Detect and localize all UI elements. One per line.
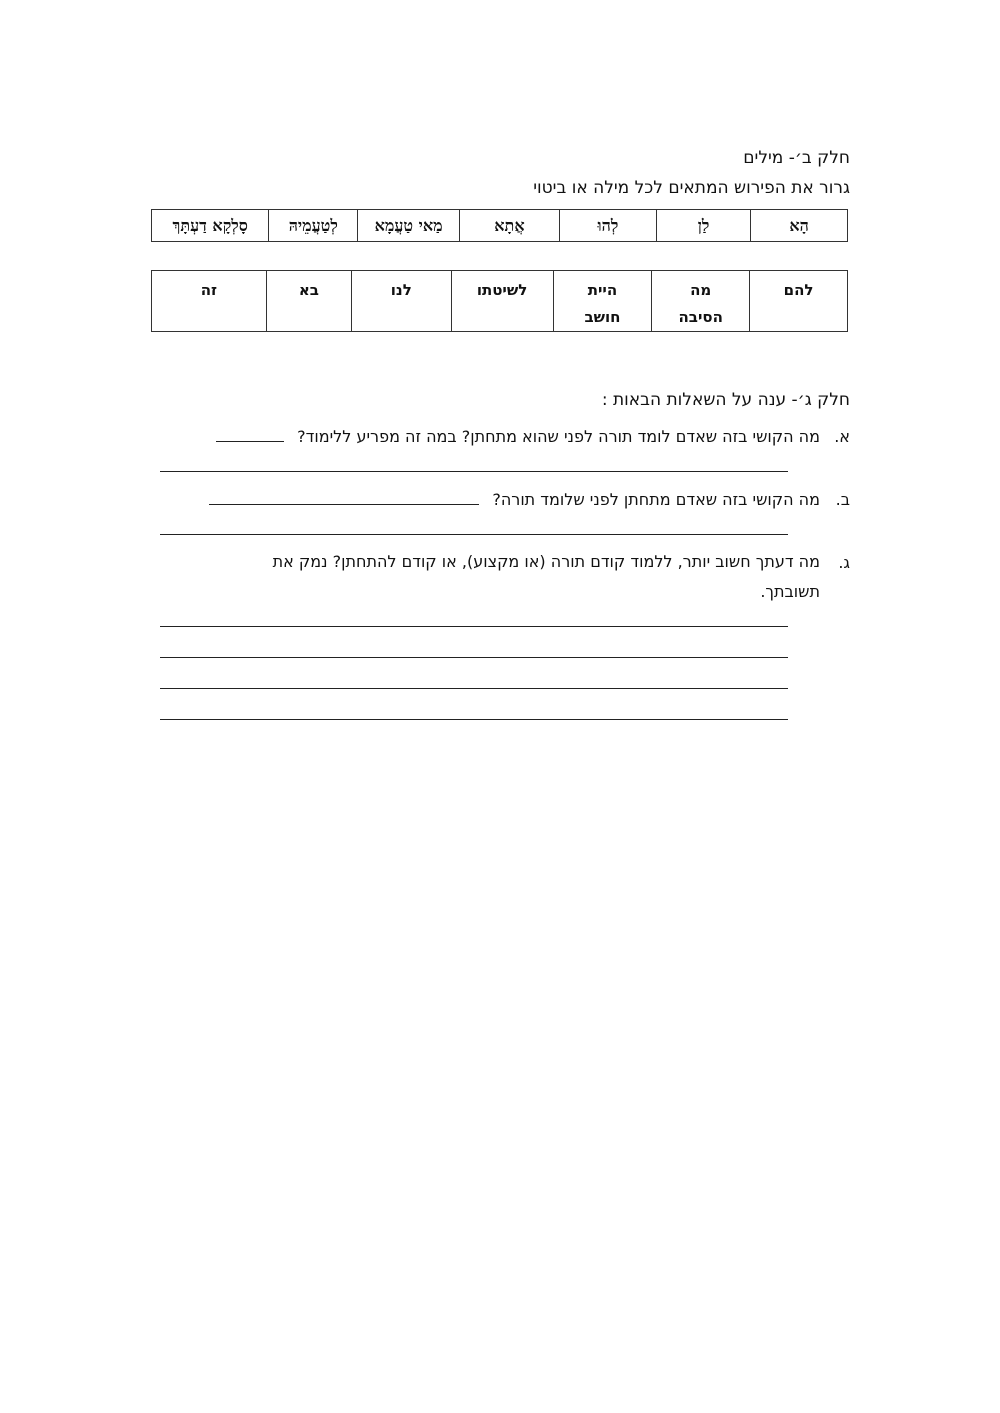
answer-line[interactable] (160, 657, 788, 658)
word-cell: אֲתָא (459, 210, 559, 242)
meaning-text: היית (587, 281, 618, 299)
answer-line[interactable] (160, 719, 788, 720)
meanings-table (151, 270, 848, 332)
meaning-text: בא (298, 281, 319, 299)
answer-line[interactable] (160, 688, 788, 689)
meaning-drag-item[interactable] (152, 271, 267, 332)
meaning-drag-item[interactable] (451, 271, 553, 332)
meaning-text: לנו (390, 281, 412, 299)
meaning-text: הסיבה (678, 308, 723, 326)
word-cell: מַאי טַעֲמָא (358, 210, 460, 242)
word-cell: הָא (751, 210, 848, 242)
question-letter: ב. (835, 490, 850, 509)
meaning-drag-item[interactable] (750, 271, 848, 332)
words-table (151, 209, 848, 242)
meaning-text: לשיטתו (476, 281, 528, 299)
question-letter: א. (834, 427, 850, 446)
meaning-drag-item[interactable] (553, 271, 652, 332)
question-letter: ג. (838, 553, 850, 572)
question-a (216, 427, 820, 446)
meaning-text: להם (783, 281, 814, 299)
question-b (209, 490, 820, 509)
question-text: מה הקושי בזה שאדם מתחתן לפני שלומד תורה? (492, 490, 820, 509)
question-c: מה דעתך חשוב יותר, ללמוד קודם תורה (או מקצוע), או קודם להתחתן? נמק את תשובתך. (272, 552, 820, 601)
meaning-drag-item[interactable] (352, 271, 451, 332)
answer-line[interactable] (160, 626, 788, 627)
drag-instruction: גרור את הפירוש המתאים לכל מילה או ביטוי (533, 178, 850, 198)
answer-blank-inline[interactable] (216, 427, 284, 442)
meaning-drag-item[interactable] (266, 271, 351, 332)
word-cell: לְטַעֲמֵיהּ (269, 210, 358, 242)
answer-line[interactable] (160, 534, 788, 535)
meaning-text: חושב (584, 308, 621, 326)
word-cell: סָלְקָא דַעְתָּךְ (152, 210, 269, 242)
answer-line[interactable] (160, 471, 788, 472)
meaning-drag-item[interactable] (652, 271, 750, 332)
word-cell: לַן (656, 210, 750, 242)
meaning-text: זה (200, 281, 218, 299)
section-b-title: חלק ב׳- מילים (743, 148, 850, 168)
question-text: מה הקושי בזה שאדם לומד תורה לפני שהוא מתחתן? במה זה מפריע ללימוד? (297, 427, 820, 446)
word-cell: לְהוּ (559, 210, 656, 242)
meaning-text: מה (690, 281, 712, 299)
answer-blank-inline[interactable] (209, 490, 479, 505)
section-c-title: חלק ג׳- ענה על השאלות הבאות : (601, 390, 850, 410)
